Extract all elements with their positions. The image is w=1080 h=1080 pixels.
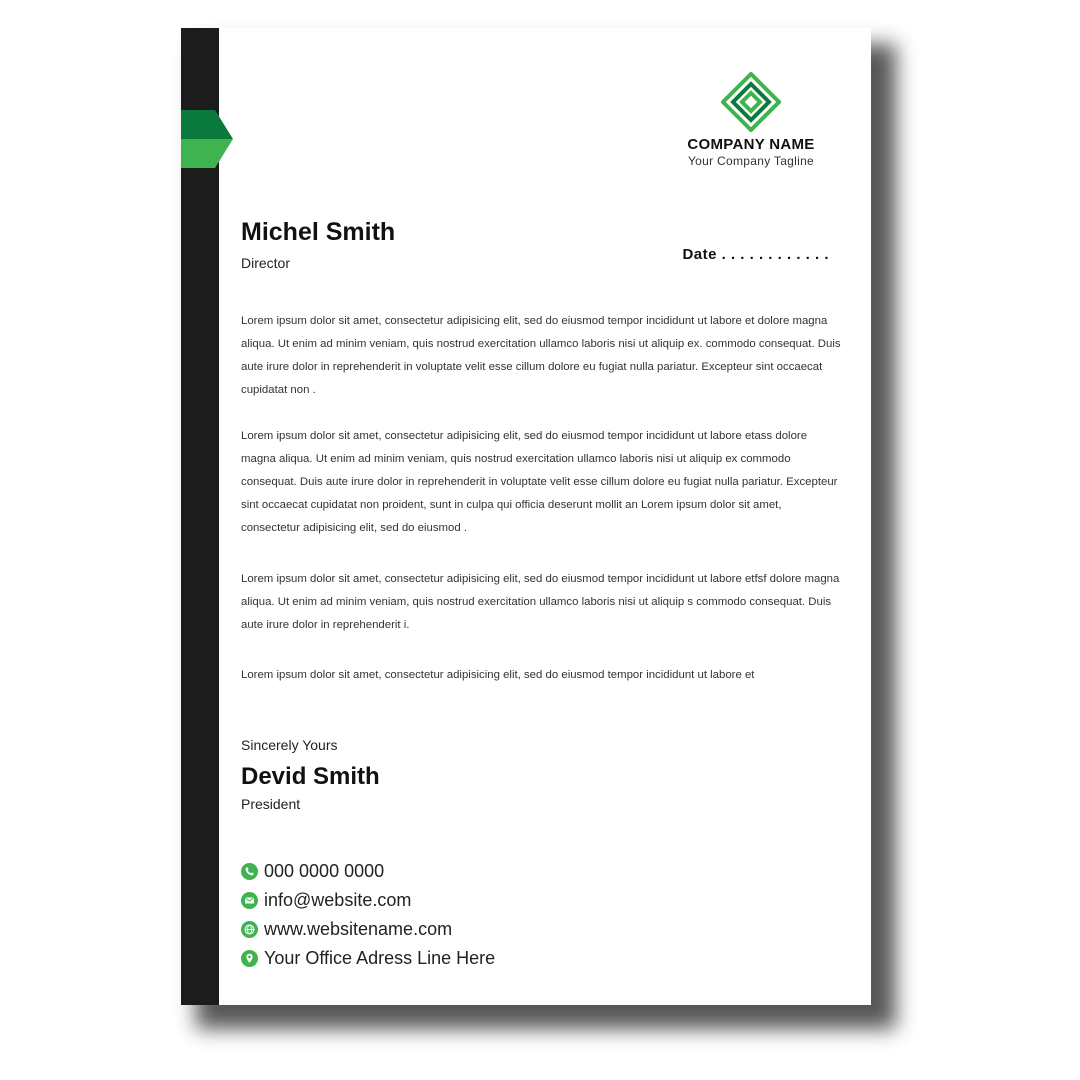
contact-email [241, 886, 495, 915]
chevron-arrow-icon [181, 110, 233, 168]
left-sidebar-bar [181, 28, 219, 1005]
phone-icon [241, 863, 258, 880]
sender-title: Director [241, 255, 291, 271]
contact-phone [241, 857, 495, 886]
company-tagline: Your Company Tagline [687, 154, 815, 168]
email-icon [241, 892, 258, 909]
contact-list [241, 857, 495, 973]
contact-website [241, 915, 495, 944]
contact-website-text: www.websitename.com [264, 919, 453, 939]
signer-title: President [241, 796, 301, 812]
body-paragraph-1: Lorem ipsum dolor sit amet, consectetur adipisicing elit, sed do eiusmod tempor incididunt ut labore et dolore magna aliqua. Ut enim ad minim veniam, quis nostrud exercitation ullamco laboris nisi ut aliquip ex. commodo consequat. Duis aute irure dolor in reprehenderit in voluptate velit esse cillum dolore eu fugiat nulla pariatur. Excepteur sint occaecat cupidatat non . [241, 315, 841, 396]
globe-icon [241, 921, 258, 938]
body-paragraph-4: Lorem ipsum dolor sit amet, consectetur adipisicing elit, sed do eiusmod tempor incididunt ut labore et [241, 669, 755, 681]
body-paragraph-2: Lorem ipsum dolor sit amet, consectetur adipisicing elit, sed do eiusmod tempor incididunt ut labore etass dolore magna aliqua. Ut enim ad minim veniam, quis nostrud exercitation ullamco laboris nisi ut aliquip ex commodo consequat. Duis aute irure dolor in reprehenderit in voluptate velit esse cillum dolore eu fugiat nulla pariatur. Excepteur sint occaecat cupidatat non proident, sunt in culpa qui officia deserunt mollit an Lorem ipsum dolor sit amet, consectetur adipisicing elit, sed do eiusmod . [241, 430, 838, 534]
contact-address [241, 944, 495, 973]
contact-address-text: Your Office Adress Line Here [264, 948, 496, 968]
diamond-logo-icon [721, 72, 781, 132]
contact-email-text: info@website.com [264, 890, 412, 910]
letterhead-page [181, 28, 871, 1005]
location-pin-icon [241, 950, 258, 967]
body-paragraph-3: Lorem ipsum dolor sit amet, consectetur adipisicing elit, sed do eiusmod tempor incididunt ut labore etfsf dolore magna aliqua. Ut enim ad minim veniam, quis nostrud exercitation ullamco laboris nisi ut aliquip s commodo consequat. Duis aute irure dolor in reprehenderit i. [241, 573, 840, 631]
contact-phone-text: 000 0000 0000 [264, 861, 385, 881]
company-logo-block [661, 72, 841, 168]
company-name: COMPANY NAME [687, 136, 815, 153]
date-field: Date . . . . . . . . . . . . [682, 246, 829, 263]
sender-name: Michel Smith [241, 218, 396, 246]
closing-salutation: Sincerely Yours [241, 737, 338, 753]
signer-name: Devid Smith [241, 763, 380, 790]
